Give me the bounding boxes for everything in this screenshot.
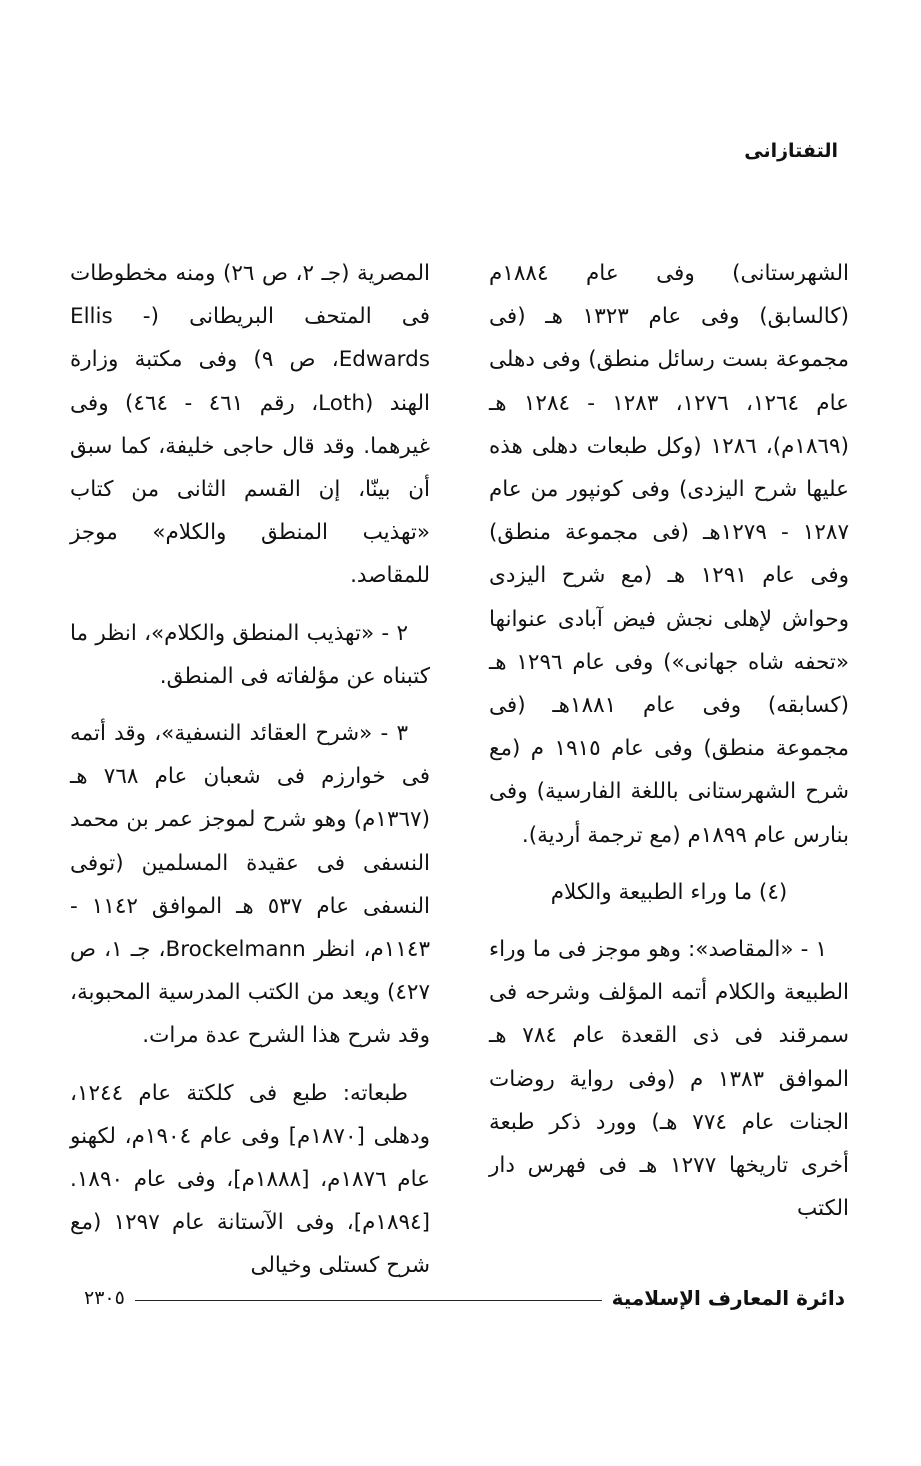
page-footer (84, 1286, 845, 1310)
paragraph: ٣ - «شرح العقائد النسفية»، وقد أتمه فى خوارزم فى شعبان عام ٧٦٨ هـ (١٣٦٧م) وهو شرح لموجز عمر بن محمد النسفى فى عقيدة المسلمين (توفى النسفى عام ٥٣٧ هـ الموافق ١١٤٢ - ١١٤٣م، انظر Brockelmann، جـ ١، ص ٤٢٧) ويعد من الكتب المدرسية المحبوبة، وقد شرح هذا الشرح عدة مرات. (70, 721, 430, 1049)
section-heading: (٤) ما وراء الطبيعة والكلام (550, 879, 788, 905)
right-column (489, 252, 849, 1230)
paragraph: الشهرستانى) وفى عام ١٨٨٤م (كالسابق) وفى عام ١٣٢٣ هـ (فى مجموعة بست رسائل منطق) وفى دهلى عام ١٢٦٤، ١٢٧٦، ١٢٨٣ - ١٢٨٤ هـ (١٨٦٩م)، ١٢٨٦ (وكل طبعات دهلى هذه عليها شرح اليزدى) وفى كونپور من عام ١٢٨٧ - ١٢٧٩هـ (فى مجموعة منطق) وفى عام ١٢٩١ هـ (مع شرح اليزدى وحواش لإهلى نجش فيض آبادى عنوانها «تحفه شاه جهانى») وفى عام ١٢٩٦ هـ (كسابقه) وفى عام ١٨٨١هـ (فى مجموعة منطق) وفى عام ١٩١٥ م (مع شرح الشهرستانى باللغة الفارسية) وفى بنارس عام ١٨٩٩م (مع ترجمة أردية). (489, 261, 849, 848)
paragraph: المصرية (جـ ٢، ص ٢٦) ومنه مخطوطات فى المتحف البريطانى (Ellis - Edwards، ص ٩) وفى مكتبة وزارة الهند (Loth، رقم ٤٦١ - ٤٦٤) وفى غيرهما. وقد قال حاجى خليفة، كما سبق أن بينّا، إن القسم الثانى من كتاب «تهذيب المنطق والكلام» موجز للمقاصد. (70, 261, 430, 589)
paragraph: طبعاته: طبع فى كلكتة عام ١٢٤٤، ودهلى [١٨٧٠م] وفى عام ١٩٠٤م، لكهنو عام ١٨٧٦م، [١٨٨٨م]، وفى عام ١٨٩٠. [١٨٩٤م]، وفى الآستانة عام ١٢٩٧ (مع شرح كستلى وخيالى (70, 1080, 430, 1279)
left-column (70, 252, 430, 1288)
page-number: ٢٣٠٥ (84, 1287, 125, 1309)
footer-rule (135, 1300, 602, 1301)
running-head: التفتازانى (744, 140, 838, 162)
journal-title: دائرة المعارف الإسلامية (611, 1286, 845, 1310)
paragraph: ١ - «المقاصد»: وهو موجز فى ما وراء الطبيعة والكلام أتمه المؤلف وشرحه فى سمرقند فى ذى القعدة عام ٧٨٤ هـ الموافق ١٣٨٣ م (وفى رواية روضات الجنات عام ٧٧٤ هـ) وورد ذكر طبعة أخرى تاريخها ١٢٧٧ هـ فى فهرس دار الكتب (489, 937, 849, 1222)
paragraph: ٢ - «تهذيب المنطق والكلام»، انظر ما كتبناه عن مؤلفاته فى المنطق. (70, 620, 430, 689)
